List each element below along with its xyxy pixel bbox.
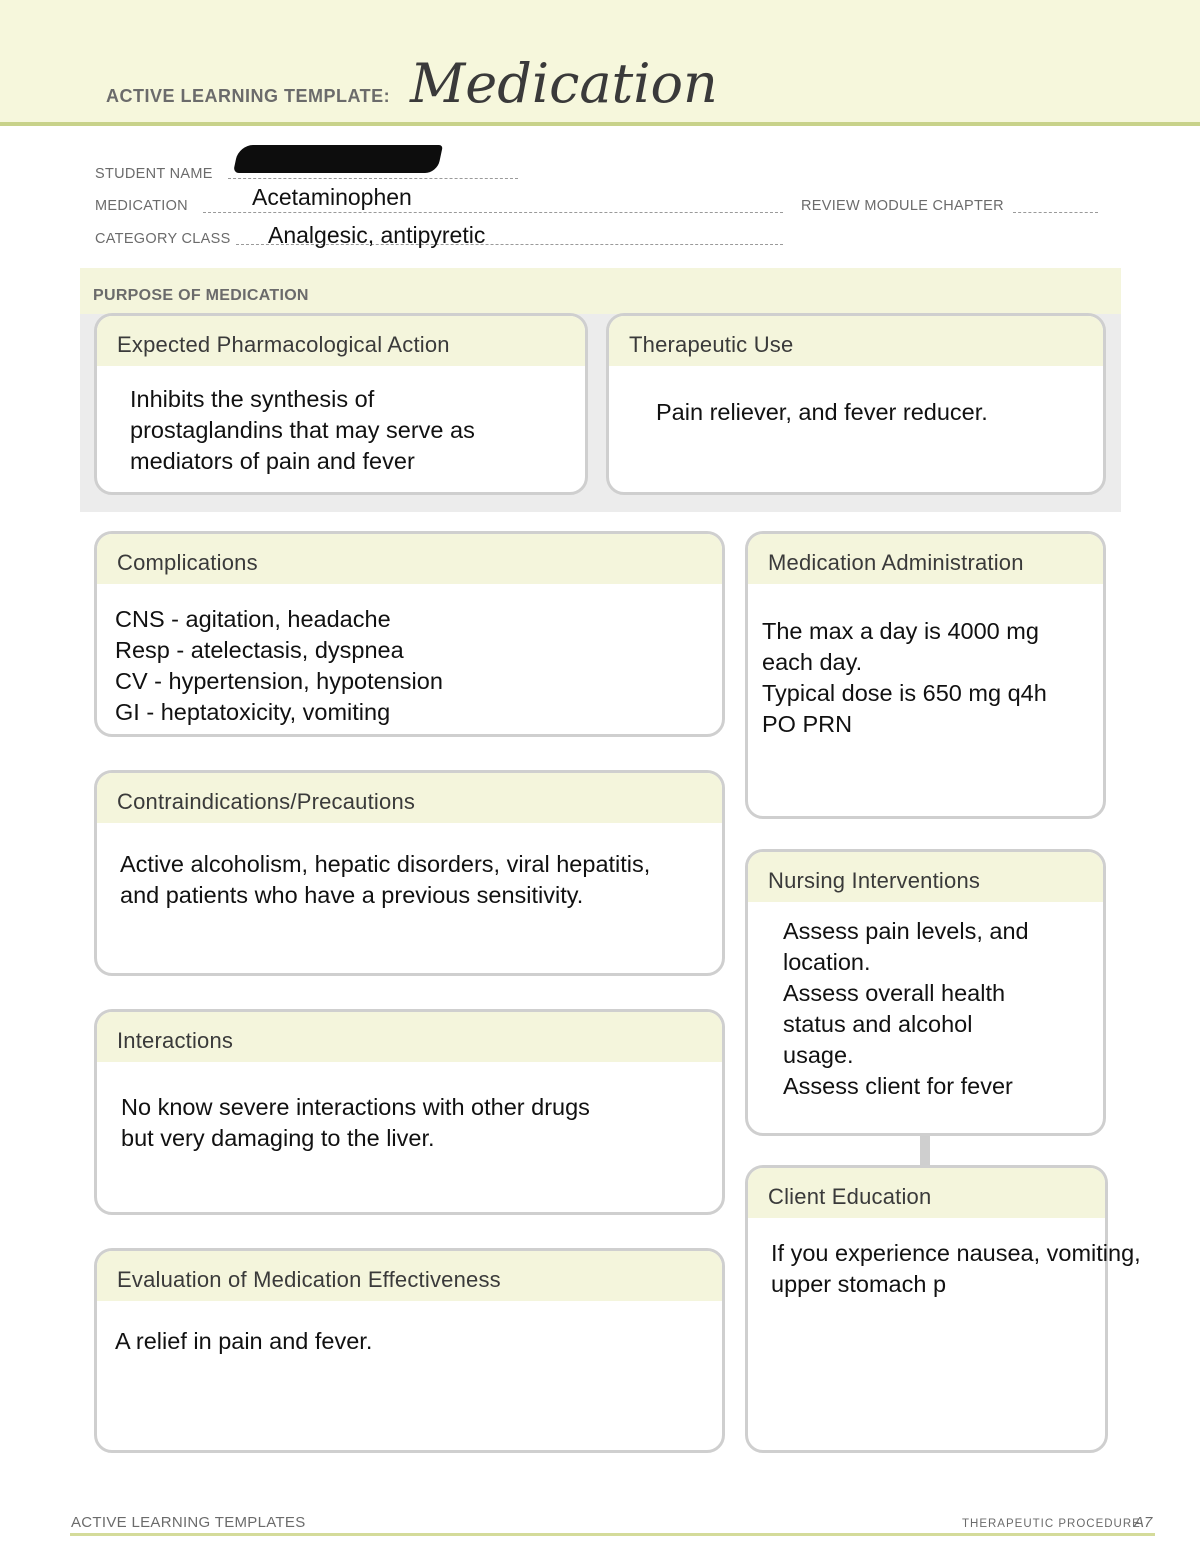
contraindications-title: Contraindications/Precautions bbox=[117, 789, 416, 814]
redaction-mark bbox=[233, 145, 443, 173]
footer-divider bbox=[70, 1533, 1155, 1536]
connector-line bbox=[920, 1133, 930, 1165]
footer-right-label: THERAPEUTIC PROCEDURE bbox=[962, 1518, 1141, 1530]
review-module-label: REVIEW MODULE CHAPTER bbox=[801, 198, 1004, 214]
expected-action-title: Expected Pharmacological Action bbox=[117, 332, 450, 357]
client-education-body: If you experience nausea, vomiting, upper stomach p bbox=[771, 1240, 1141, 1297]
page-title: Medication bbox=[410, 52, 718, 115]
expected-action-box[interactable] bbox=[94, 313, 588, 495]
evaluation-body: A relief in pain and fever. bbox=[115, 1328, 373, 1354]
therapeutic-use-body: Pain reliever, and fever reducer. bbox=[656, 399, 988, 425]
medication-administration-title: Medication Administration bbox=[768, 550, 1024, 575]
medication-field[interactable] bbox=[203, 212, 783, 213]
evaluation-box[interactable] bbox=[94, 1248, 725, 1453]
contraindications-body: Active alcoholism, hepatic disorders, viral hepatitis, and patients who have a previous sensitivity. bbox=[120, 851, 651, 908]
client-education-title: Client Education bbox=[768, 1184, 932, 1209]
medication-value: Acetaminophen bbox=[252, 184, 412, 210]
student-name-field[interactable] bbox=[228, 178, 518, 179]
student-name-label: STUDENT NAME bbox=[95, 166, 213, 182]
purpose-label: PURPOSE OF MEDICATION bbox=[93, 287, 309, 304]
nursing-interventions-body: Assess pain levels, and location. Assess overall health status and alcohol usage. Assess client for fever bbox=[783, 918, 1029, 1099]
nursing-interventions-box[interactable] bbox=[745, 849, 1106, 1136]
complications-title: Complications bbox=[117, 550, 258, 575]
header-label: ACTIVE LEARNING TEMPLATE: bbox=[106, 86, 391, 106]
therapeutic-use-title: Therapeutic Use bbox=[629, 332, 794, 357]
medication-administration-box[interactable] bbox=[745, 531, 1106, 819]
evaluation-title: Evaluation of Medication Effectiveness bbox=[117, 1267, 501, 1292]
interactions-title: Interactions bbox=[117, 1028, 234, 1053]
complications-body: CNS - agitation, headache Resp - atelectasis, dyspnea CV - hypertension, hypotension GI - heptatoxicity, vomiting bbox=[115, 606, 443, 725]
review-module-field[interactable] bbox=[1013, 212, 1098, 213]
expected-action-body: Inhibits the synthesis of prostaglandins that may serve as mediators of pain and fever bbox=[130, 386, 475, 474]
category-class-label: CATEGORY CLASS bbox=[95, 231, 231, 247]
interactions-box[interactable] bbox=[94, 1009, 725, 1215]
page-number: A7 bbox=[1134, 1514, 1153, 1531]
nursing-interventions-title: Nursing Interventions bbox=[768, 868, 981, 893]
footer-left-label: ACTIVE LEARNING TEMPLATES bbox=[71, 1514, 306, 1531]
medication-label: MEDICATION bbox=[95, 198, 188, 214]
contraindications-box[interactable] bbox=[94, 770, 725, 976]
therapeutic-use-box[interactable] bbox=[606, 313, 1106, 495]
complications-box[interactable] bbox=[94, 531, 725, 737]
interactions-body: No know severe interactions with other drugs but very damaging to the liver. bbox=[121, 1094, 590, 1151]
client-education-box[interactable] bbox=[745, 1165, 1141, 1453]
category-class-value: Analgesic, antipyretic bbox=[268, 222, 486, 248]
medication-administration-body: The max a day is 4000 mg each day. Typical dose is 650 mg q4h PO PRN bbox=[762, 618, 1047, 737]
